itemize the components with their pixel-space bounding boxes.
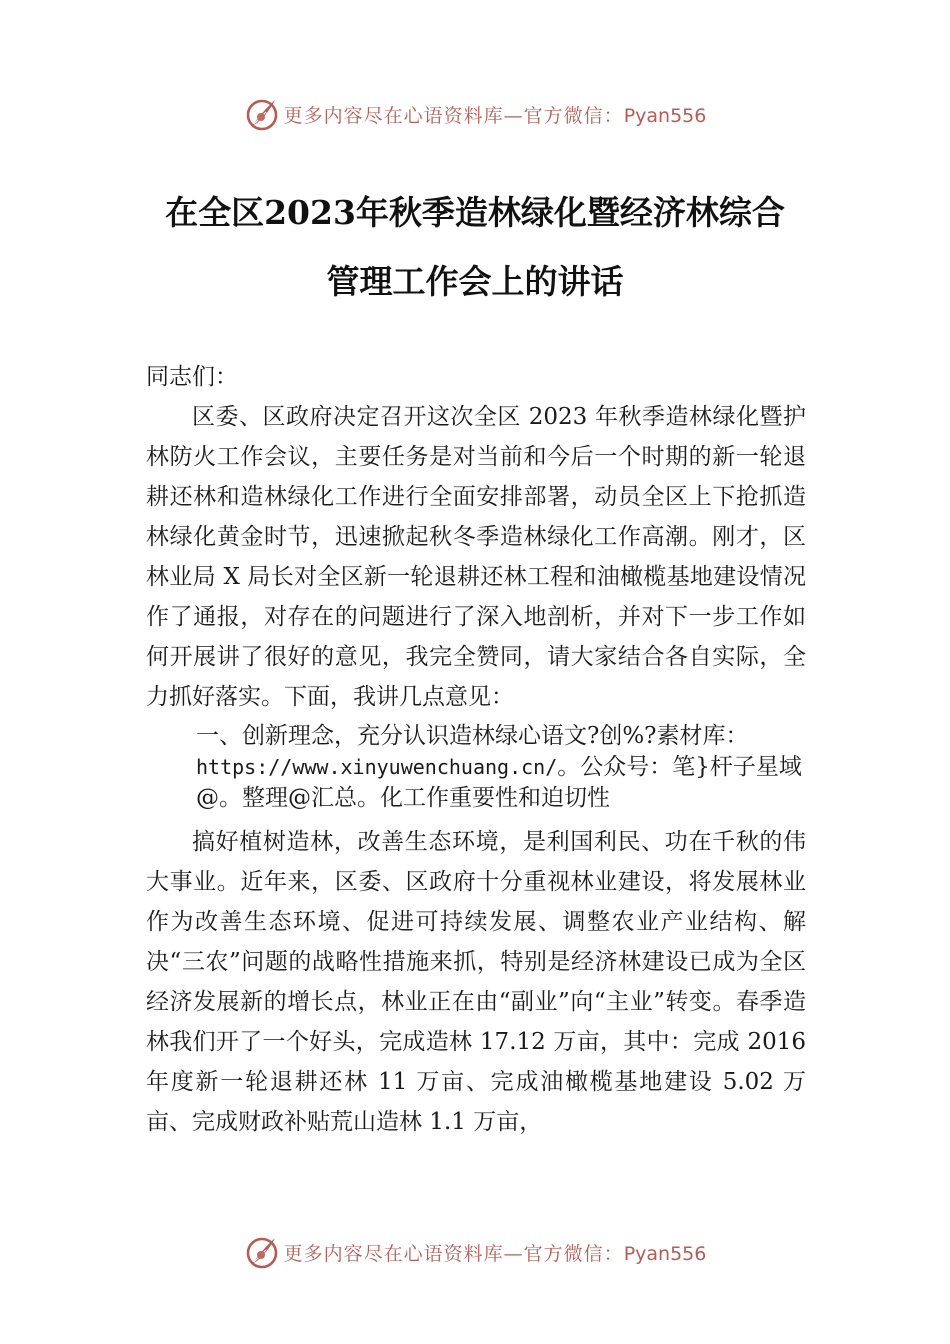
watermark-text: 更多内容尽在心语资料库—官方微信：Pyan556 <box>283 104 707 127</box>
document-body <box>146 357 806 1142</box>
section-heading-1: 一、创新理念，充分认识造林绿心语文?创%?素材库：https://www.xinyuwenchuang.cn/。公众号：笔}杆子星域@。整理@汇总。化工作重要性和迫切性 <box>196 723 802 811</box>
watermark-text: 更多内容尽在心语资料库—官方微信：Pyan556 <box>283 1242 707 1265</box>
paragraph-section-1: 搞好植树造林，改善生态环境，是利国利民、功在千秋的伟大事业。近年来，区委、区政府十分重视林业建设，将发展林业作为改善生态环境、促进可持续发展、调整农业产业结构、解决“三农”问题的战略性措施来抓，特别是经济林建设已成为全区经济发展新的增长点，林业正在由“副业”向“主业”转变。春季造林我们开了一个好头，完成造林 17.12 万亩，其中：完成 2016 年度新一轮退耕还林 11 万亩、完成油橄榄基地建设 5.02 万亩、完成财政补贴荒山造林 1.1 万亩， <box>146 829 806 1135</box>
paragraph-intro: 区委、区政府决定召开这次全区 2023 年秋季造林绿化暨护林防火工作会议，主要任务是对当前和今后一个时期的新一轮退耕还林和造林绿化工作进行全面安排部署，动员全区上下抢抓造林绿化黄金时节，迅速掀起秋冬季造林绿化工作高潮。刚才，区林业局 X 局长对全区新一轮退耕还林工程和油橄榄基地建设情况作了通报，对存在的问题进行了深入地剖析，并对下一步工作如何开展讲了很好的意见，我完全赞同，请大家结合各自实际，全力抓好落实。下面，我讲几点意见： <box>146 404 806 710</box>
watermark-banner-bottom <box>0 1232 950 1272</box>
salutation: 同志们： <box>146 364 238 390</box>
document-title-line-2: 管理工作会上的讲话 <box>326 262 624 301</box>
document-title-line-1: 在全区2023年秋季造林绿化暨经济林综合 <box>165 193 785 232</box>
heading-url: https://www.xinyuwenchuang.cn/ <box>196 755 558 779</box>
quill-circle-logo-icon <box>244 1234 280 1270</box>
watermark-banner-top <box>0 94 950 134</box>
quill-circle-logo-icon <box>244 96 280 132</box>
